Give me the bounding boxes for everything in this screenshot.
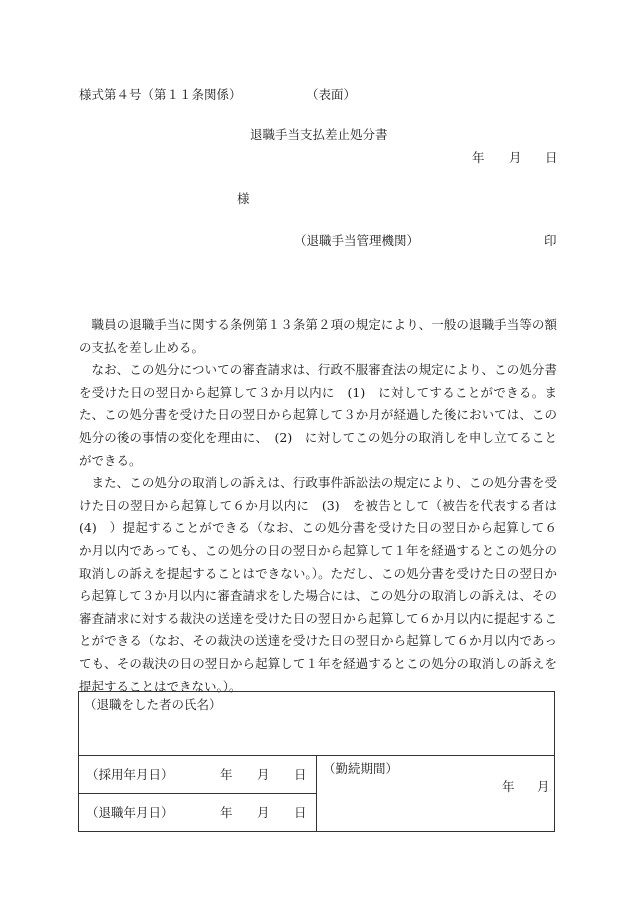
- retire-date-label: （退職年月日）: [86, 805, 174, 820]
- document-title: 退職手当支払差止処分書: [250, 127, 388, 142]
- retire-day: 日: [294, 805, 307, 820]
- form-side-label: （表面）: [306, 87, 357, 102]
- body-paragraph-3: また、この処分の取消しの訴えは、行政事件訴訟法の規定により、この処分書を受けた日の翌日から起算して６か月以内に (3) を被告として（被告を代表する者は (4) ）提起することができる（なお、この処分書を受けた日の翌日から起算して６か月以内であっても、この処分の日の翌日から起算して１年を経過するとこの処分の取消しの訴えを提起することはできない。）。ただし、この処分書を受けた日の翌日から起算して３か月以内に審査請求をした場合には、この処分の取消しの訴えは、その審査請求に対する裁決の送達を受けた日の翌日から起算して６か月以内に提起することができる（なお、その裁決の送達を受けた日の翌日から起算して６か月以内であっても、その裁決の日の翌日から起算して１年を経過するとこの処分の取消しの訴えを提起することはできない。）。: [79, 475, 557, 694]
- hire-date-label: （採用年月日）: [86, 767, 174, 782]
- body-text: [79, 314, 557, 698]
- retire-month: 月: [257, 805, 270, 820]
- issuer-label: （退職手当管理機関）: [294, 233, 420, 248]
- addressee-suffix: 様: [237, 191, 250, 206]
- hire-month: 月: [257, 767, 270, 782]
- body-paragraph-2: なお、この処分についての審査請求は、行政不服審査法の規定により、この処分書を受けた日の翌日から起算して３か月以内に (1) に対してすることができる。また、この処分書を受けた日の翌日から起算して３か月が経過した後においては、この処分の後の事情の変化を理由に、 (2) に対してこの処分の取消しを申し立てることができる。: [79, 362, 557, 468]
- seal-mark: 印: [544, 233, 557, 248]
- date-month: 月: [509, 150, 522, 165]
- hire-day: 日: [294, 767, 307, 782]
- name-label: （退職をした者の氏名）: [84, 697, 222, 712]
- service-months: 月: [537, 779, 550, 794]
- retire-year: 年: [220, 805, 233, 820]
- date-day: 日: [545, 150, 558, 165]
- service-years: 年: [502, 779, 515, 794]
- hire-year: 年: [220, 767, 233, 782]
- date-year: 年: [472, 150, 485, 165]
- form-number: 様式第４号（第１１条関係）: [79, 87, 242, 102]
- body-paragraph-1: 職員の退職手当に関する条例第１３条第２項の規定により、一般の退職手当等の額の支払を差し止める。: [79, 317, 557, 355]
- service-period-label: （勤続期間）: [323, 761, 399, 776]
